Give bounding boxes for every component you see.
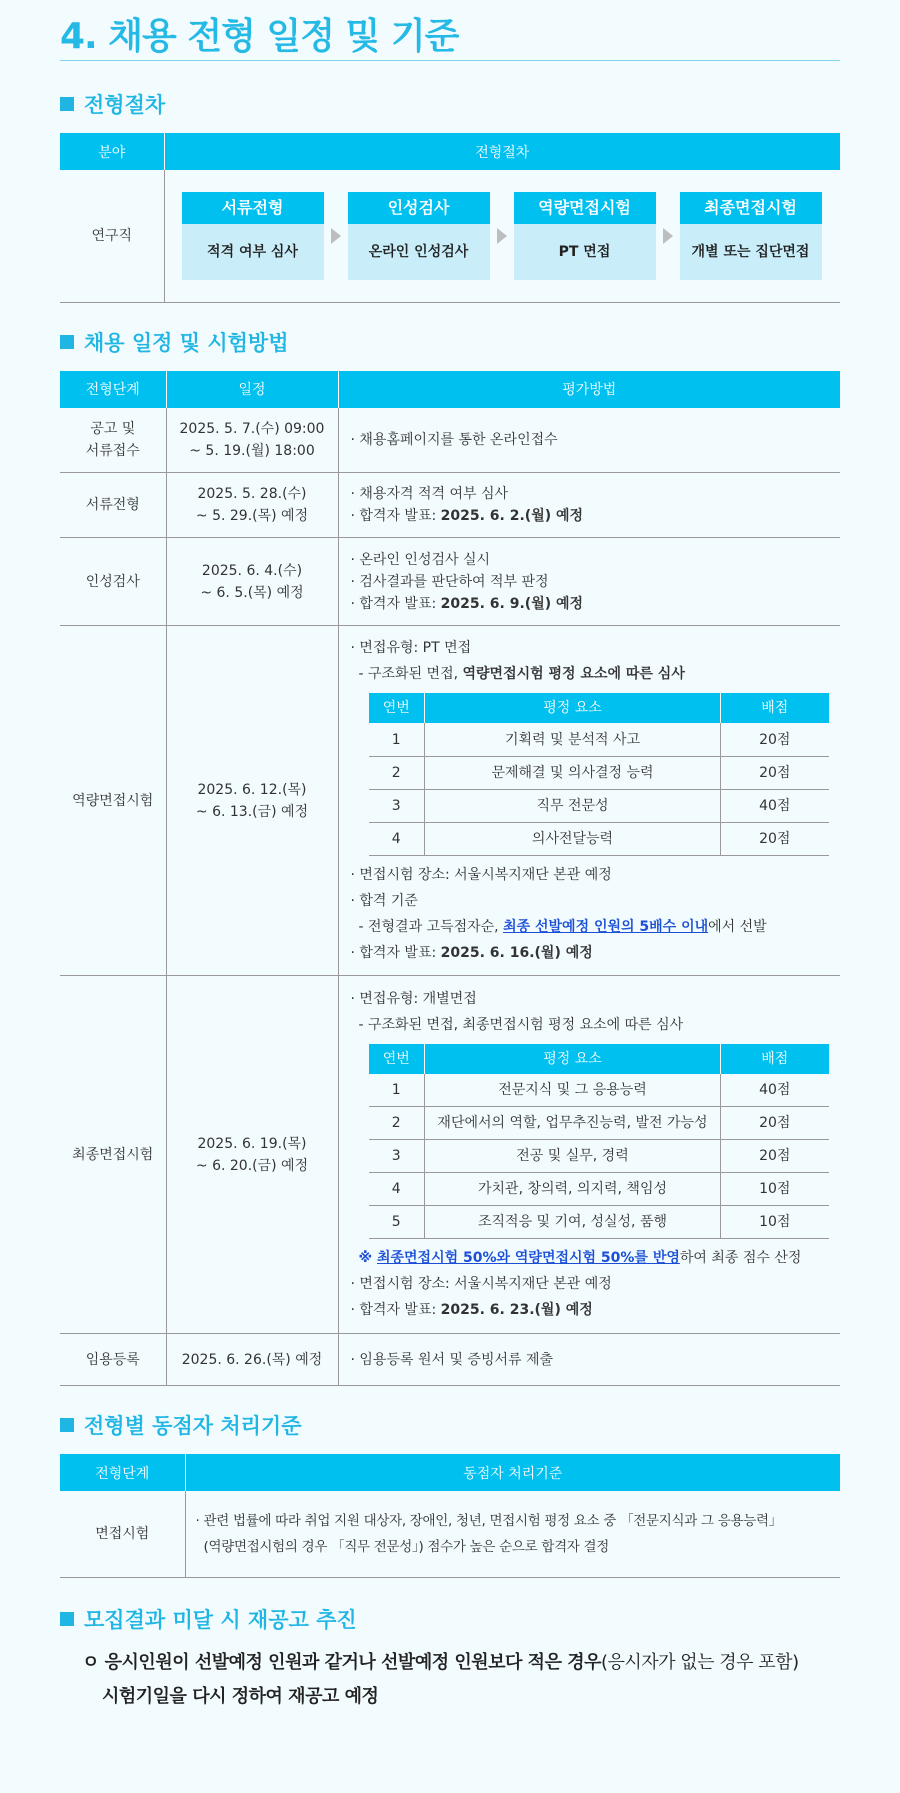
score-row: [369, 756, 829, 789]
step-name: 역량면접시험: [514, 192, 656, 224]
header-cell: 연번: [369, 693, 425, 723]
table-row: [60, 408, 840, 473]
eval-text: · 합격자 발표:: [350, 508, 441, 524]
score-points: 20점: [721, 1140, 829, 1173]
table-row: [60, 538, 840, 626]
result-line: [351, 1297, 841, 1323]
date-text: ~ 5. 29.(목) 예정: [195, 508, 309, 524]
field-cell: 연구직: [60, 170, 164, 302]
arrow-right-icon: [324, 192, 348, 280]
header-cell: 동점자 처리기준: [185, 1454, 840, 1491]
score-points: 20점: [721, 1107, 829, 1140]
header-cell: 평정 요소: [425, 693, 721, 723]
score-points: 40점: [721, 789, 829, 822]
result-date: 2025. 6. 23.(월) 예정: [440, 1302, 593, 1319]
score-row: [369, 723, 829, 756]
score-no: 3: [369, 1140, 425, 1173]
section-tie-heading: [60, 1410, 840, 1440]
notice-text-bold: ㅇ 응시인원이 선발예정 인원과 같거나 선발예정 인원보다 적은 경우: [82, 1651, 601, 1673]
section-repost-heading: [60, 1604, 840, 1634]
eval-cell: [338, 473, 840, 538]
square-bullet-icon: [60, 1418, 74, 1432]
header-cell: 전형단계: [60, 371, 166, 408]
schedule-table: [60, 371, 840, 1387]
result-date: 2025. 6. 2.(월) 예정: [440, 508, 584, 524]
square-bullet-icon: [60, 97, 74, 111]
step-name: 최종면접시험: [680, 192, 822, 224]
date-cell: [166, 626, 338, 976]
score-points: 10점: [721, 1173, 829, 1206]
stage-cell: 서류전형: [60, 473, 166, 538]
eval-text: · 합격자 발표:: [350, 595, 441, 612]
score-item: 가치관, 창의력, 의지력, 책임성: [425, 1173, 721, 1206]
eval-text: · 채용자격 적격 여부 심사: [350, 486, 508, 502]
square-bullet-icon: [60, 1612, 74, 1626]
result-line: [351, 940, 841, 966]
eval-text: · 면접시험 장소: 서울시복지재단 본관 예정: [350, 1276, 612, 1293]
stage-cell: 인성검사: [60, 538, 166, 626]
header-cell: 배점: [721, 1044, 829, 1074]
eval-cell: [338, 408, 840, 473]
step-desc: 개별 또는 집단면접: [680, 224, 822, 280]
criteria-text: (역량면접시험의 경우 「직무 전문성」) 점수가 높은 순으로 합격자 결정: [203, 1538, 610, 1555]
score-points: 40점: [721, 1074, 829, 1107]
criteria-text: · 관련 법률에 따라 취업 지원 대상자, 장애인, 청년, 면접시험 평정 요소 중 「전문지식과 그 응용능력」: [195, 1512, 782, 1529]
eval-text: 에서 선발: [708, 918, 767, 935]
score-no: 3: [369, 789, 425, 822]
repost-notice: [60, 1646, 840, 1714]
eval-text: 하여 최종 점수 산정: [679, 1250, 802, 1267]
header-cell: 평정 요소: [425, 1044, 721, 1074]
header-cell: 일정: [166, 371, 338, 408]
score-no: 2: [369, 756, 425, 789]
header-cell: 평가방법: [338, 371, 840, 408]
header-cell: 전형단계: [60, 1454, 185, 1491]
eval-desc: [351, 661, 841, 687]
steps-cell: [164, 170, 840, 302]
table-row: [60, 1491, 840, 1577]
arrow-right-icon: [490, 192, 514, 280]
score-item: 문제해결 및 의사결정 능력: [425, 756, 721, 789]
eval-text: · 면접시험 장소: 서울시복지재단 본관 예정: [350, 866, 612, 883]
score-points: 10점: [721, 1206, 829, 1239]
stage-text: 서류접수: [85, 442, 140, 459]
header-cell: 연번: [369, 1044, 425, 1074]
eval-cell: [338, 626, 840, 976]
date-text: ~ 6. 5.(목) 예정: [200, 584, 304, 601]
score-item: 의사전달능력: [425, 822, 721, 855]
step-desc: 적격 여부 심사: [182, 224, 324, 280]
score-row: [369, 789, 829, 822]
stage-cell: 최종면접시험: [60, 976, 166, 1334]
date-text: ~ 6. 13.(금) 예정: [195, 803, 309, 820]
result-date: 2025. 6. 9.(월) 예정: [440, 595, 584, 612]
eval-text: · 합격자 발표:: [350, 1302, 441, 1319]
eval-text-bold: 역량면접시험 평정 요소에 따른 심사: [462, 666, 685, 683]
section-schedule-heading: [60, 327, 840, 357]
step-personality: [348, 192, 490, 280]
stage-cell: 면접시험: [60, 1491, 185, 1577]
step-desc: 온라인 인성검사: [348, 224, 490, 280]
score-row: [369, 1206, 829, 1239]
date-cell: [166, 538, 338, 626]
table-row: [60, 1334, 840, 1386]
note-line: [351, 1245, 841, 1271]
result-date: 2025. 6. 16.(월) 예정: [440, 944, 593, 961]
header-cell: 분야: [60, 133, 164, 170]
result-line: [351, 505, 841, 527]
step-name: 서류전형: [182, 192, 324, 224]
criteria-line: [351, 914, 841, 940]
score-row: [369, 1074, 829, 1107]
date-text: 2025. 6. 19.(목): [197, 1135, 307, 1152]
score-item: 기획력 및 분석적 사고: [425, 723, 721, 756]
header-cell: 배점: [721, 693, 829, 723]
section-title: 전형절차: [84, 93, 166, 117]
title-divider: [60, 60, 840, 61]
score-no: 1: [369, 723, 425, 756]
score-row: [369, 1173, 829, 1206]
score-item: 전문지식 및 그 응용능력: [425, 1074, 721, 1107]
eval-text: · 검사결과를 판단하여 적부 판정: [350, 573, 549, 590]
eval-text: · 면접유형: 개별면접: [350, 990, 477, 1007]
score-item: 재단에서의 역할, 업무추진능력, 발전 가능성: [425, 1107, 721, 1140]
table-row: [60, 626, 840, 976]
eval-text: - 구조화된 면접,: [358, 666, 463, 683]
criteria-highlight: 최종 선발예정 인원의 5배수 이내: [503, 918, 709, 935]
eval-text: · 면접유형: PT 면접: [350, 640, 472, 657]
step-document: [182, 192, 324, 280]
score-item: 조직적응 및 기여, 성실성, 품행: [425, 1206, 721, 1239]
score-no: 1: [369, 1074, 425, 1107]
stage-text: 공고 및: [90, 420, 136, 437]
eval-text: · 온라인 인성검사 실시: [350, 551, 491, 568]
step-competency: [514, 192, 656, 280]
stage-cell: [60, 408, 166, 473]
note-mark: ※: [358, 1250, 377, 1267]
score-no: 4: [369, 822, 425, 855]
date-cell: 2025. 6. 26.(목) 예정: [166, 1334, 338, 1386]
eval-text: · 합격 기준: [350, 892, 418, 909]
date-text: 2025. 6. 12.(목): [197, 781, 307, 798]
step-name: 인성검사: [348, 192, 490, 224]
square-bullet-icon: [60, 335, 74, 349]
table-row: [60, 473, 840, 538]
score-no: 4: [369, 1173, 425, 1206]
stage-cell: 임용등록: [60, 1334, 166, 1386]
date-cell: [166, 473, 338, 538]
tie-table: [60, 1454, 840, 1578]
process-steps: [165, 192, 841, 280]
procedure-table: [60, 133, 840, 303]
date-text: 2025. 5. 7.(수) 09:00: [179, 420, 325, 437]
page-title: 4. 채용 전형 일정 및 기준: [60, 16, 459, 57]
criteria-cell: [185, 1491, 840, 1577]
score-no: 5: [369, 1206, 425, 1239]
date-text: 2025. 5. 28.(수): [197, 486, 307, 502]
stage-cell: 역량면접시험: [60, 626, 166, 976]
date-cell: [166, 408, 338, 473]
eval-cell: · 임용등록 원서 및 증빙서류 제출: [338, 1334, 840, 1386]
notice-text: (응시자가 없는 경우 포함): [601, 1651, 799, 1673]
step-final: [680, 192, 822, 280]
eval-cell: [338, 538, 840, 626]
table-row: [60, 976, 840, 1334]
date-text: ~ 5. 19.(월) 18:00: [189, 442, 315, 459]
notice-line: [82, 1646, 840, 1680]
score-points: 20점: [721, 756, 829, 789]
eval-text: - 구조화된 면접, 최종면접시험 평정 요소에 따른 심사: [358, 1016, 684, 1033]
notice-text-bold: 시험기일을 다시 정하여 재공고 예정: [102, 1685, 379, 1707]
result-line: [351, 593, 841, 615]
eval-cell: [338, 976, 840, 1334]
date-cell: [166, 976, 338, 1334]
step-desc: PT 면접: [514, 224, 656, 280]
section-procedure-heading: [60, 89, 840, 119]
note-highlight: 최종면접시험 50%와 역량면접시험 50%를 반영: [376, 1250, 680, 1267]
eval-text: · 채용홈페이지를 통한 온라인접수: [350, 431, 558, 448]
eval-text: · 합격자 발표:: [350, 944, 441, 961]
score-item: 전공 및 실무, 경력: [425, 1140, 721, 1173]
score-row: [369, 822, 829, 855]
score-row: [369, 1107, 829, 1140]
score-no: 2: [369, 1107, 425, 1140]
section-title: 모집결과 미달 시 재공고 추진: [84, 1607, 357, 1632]
competency-score-table: [369, 693, 829, 856]
section-title: 전형별 동점자 처리기준: [84, 1414, 302, 1438]
eval-text: - 전형결과 고득점자순,: [358, 918, 504, 935]
score-points: 20점: [721, 723, 829, 756]
final-score-table: [369, 1044, 829, 1240]
score-row: [369, 1140, 829, 1173]
arrow-right-icon: [656, 192, 680, 280]
score-item: 직무 전문성: [425, 789, 721, 822]
section-title: 채용 일정 및 시험방법: [84, 330, 289, 355]
date-text: 2025. 6. 4.(수): [201, 562, 303, 579]
header-cell: 전형절차: [164, 133, 840, 170]
page: [60, 0, 840, 1714]
date-text: ~ 6. 20.(금) 예정: [195, 1157, 309, 1174]
score-points: 20점: [721, 822, 829, 855]
